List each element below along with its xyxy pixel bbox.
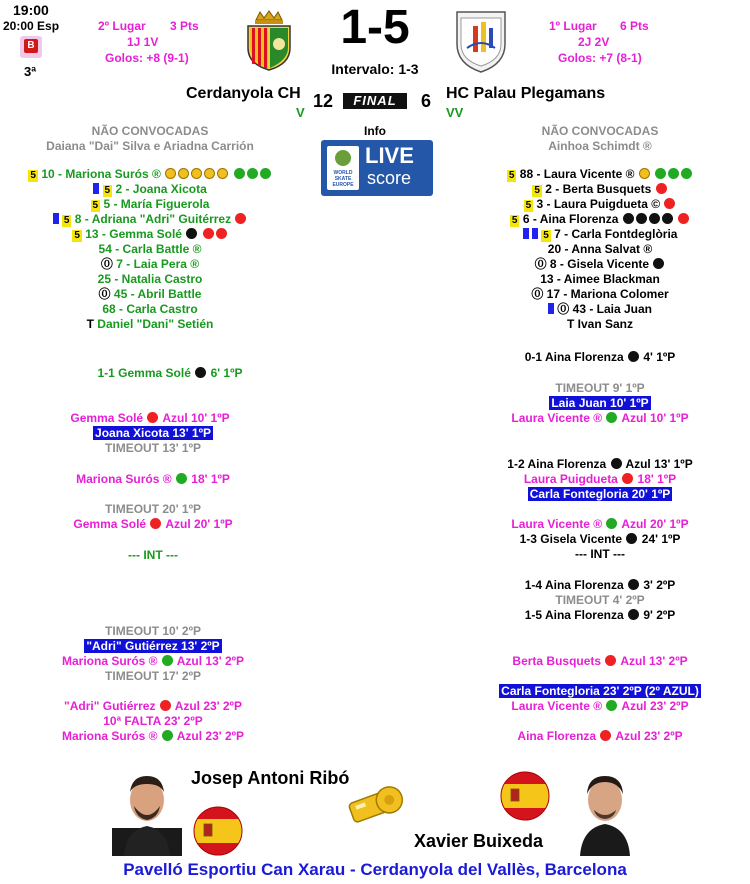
home-not-called: Daiana "Dai" Silva e Ariadna Carrión xyxy=(46,139,254,153)
referee1-name: Josep Antoni Ribó xyxy=(191,768,350,788)
home-fouls: 12 xyxy=(313,91,334,111)
home-event: "Adri" Gutiérrez Azul 23' 2ºP xyxy=(64,699,242,713)
away-event: 1-3 Gisela Vicente 24' 1ºP xyxy=(519,532,681,546)
away-event: 0-1 Aina Florenza 4' 1ºP xyxy=(524,350,676,364)
away-event: 1-4 Aina Florenza 3' 2ºP xyxy=(524,578,676,592)
away-team-name[interactable]: HC Palau Plegamans xyxy=(446,85,606,102)
home-event: Mariona Surós ® Azul 23' 2ºP xyxy=(61,729,245,743)
away-event: Laura Vicente ® Azul 10' 1ºP xyxy=(511,411,689,425)
roster-item[interactable]: ⓪ 43 - Laia Juan xyxy=(450,302,750,317)
interval-score: Intervalo: 1-3 xyxy=(331,61,419,77)
roster-item[interactable]: 20 - Anna Salvat ® xyxy=(547,242,653,256)
match-time: 19:00 xyxy=(13,2,49,18)
home-position: 2º Lugar xyxy=(98,19,146,33)
away-points: 6 Pts xyxy=(620,19,649,33)
channel-icon: B xyxy=(20,36,42,58)
referee2-photo xyxy=(570,768,640,856)
away-not-called: Ainhoa Schimdt ® xyxy=(548,139,652,153)
home-form: V xyxy=(296,105,305,120)
away-event: Carla Fontegloria 23' 2ºP (2º AZUL) xyxy=(501,684,699,698)
roster-item[interactable]: ⓪ 17 - Mariona Colomer xyxy=(531,287,669,301)
away-event: 1-2 Aina Florenza Azul 13' 1ºP xyxy=(507,457,693,471)
roster-item[interactable]: 54 - Carla Battle ® xyxy=(98,242,202,256)
roster-item[interactable]: 5 3 - Laura Puigdueta © xyxy=(450,197,750,212)
home-event: Gemma Solé Azul 20' 1ºP xyxy=(73,517,233,531)
final-badge: FINAL xyxy=(343,93,407,109)
roster-item[interactable]: 5 10 - Mariona Surós ® xyxy=(0,167,300,182)
home-event: TIMEOUT 20' 1ºP xyxy=(105,502,201,516)
away-event: 1-5 Aina Florenza 9' 2ºP xyxy=(524,608,676,622)
home-event: 10ª FALTA 23' 2ºP xyxy=(103,714,203,728)
live-label: LIVE xyxy=(365,143,414,168)
score-label: score xyxy=(367,168,412,188)
home-not-called-title: NÃO CONVOCADAS xyxy=(91,124,209,138)
away-event: Carla Fontegloria 20' 1ºP xyxy=(529,487,671,501)
home-points: 3 Pts xyxy=(170,19,199,33)
away-event: TIMEOUT 4' 2ºP xyxy=(555,593,645,607)
home-event: TIMEOUT 17' 2ºP xyxy=(105,669,201,683)
world-skate-label: WORLD SKATE EUROPE xyxy=(332,170,354,188)
away-not-called-title: NÃO CONVOCADAS xyxy=(541,124,659,138)
away-goals: Golos: +7 (8-1) xyxy=(558,51,642,65)
home-crest-icon[interactable] xyxy=(244,10,294,70)
away-roster xyxy=(450,167,750,332)
roster-item[interactable]: 5 5 - María Figuerola xyxy=(92,197,210,211)
referee2-name: Xavier Buixeda xyxy=(414,831,544,851)
round-label: 3ª xyxy=(24,64,37,79)
roster-item[interactable]: 5 2 - Berta Busquets xyxy=(450,182,750,197)
away-event: Laura Vicente ® Azul 23' 2ºP xyxy=(511,699,689,713)
away-crest-icon[interactable] xyxy=(453,8,509,74)
home-event: TIMEOUT 13' 1ºP xyxy=(105,441,201,455)
away-event: Aina Florenza Azul 23' 2ºP xyxy=(517,729,683,743)
whistle-icon xyxy=(342,780,414,828)
roster-item[interactable]: 13 - Aimee Blackman xyxy=(540,272,660,286)
away-event: Laura Vicente ® Azul 20' 1ºP xyxy=(511,517,689,531)
roster-item[interactable]: ⓪ 7 - Laia Pera ® xyxy=(100,257,200,271)
roster-item[interactable]: 5 2 - Joana Xicota xyxy=(0,182,300,197)
home-event: "Adri" Gutiérrez 13' 2ºP xyxy=(86,639,220,653)
live-score-button[interactable] xyxy=(321,140,433,196)
referee1-photo xyxy=(112,768,182,856)
home-roster xyxy=(0,167,300,332)
roster-item[interactable]: ⓪ 8 - Gisela Vicente xyxy=(450,257,750,272)
home-goals: Golos: +8 (9-1) xyxy=(105,51,189,65)
roster-item[interactable]: 25 - Natalia Castro xyxy=(97,272,203,286)
home-event: 1-1 Gemma Solé 6' 1ºP xyxy=(97,366,243,380)
roster-item[interactable]: ⓪ 45 - Abril Battle xyxy=(98,287,202,301)
away-event: Berta Busquets Azul 13' 2ºP xyxy=(512,654,688,668)
spain-flag-icon xyxy=(192,805,244,857)
roster-item[interactable]: 5 8 - Adriana "Adri" Guitérrez xyxy=(0,212,300,227)
roster-item[interactable]: 5 88 - Laura Vicente ® xyxy=(450,167,750,182)
roster-item[interactable]: T Daniel "Dani" Setién xyxy=(86,317,214,331)
info-link[interactable]: Info xyxy=(364,124,386,138)
away-interval: --- INT --- xyxy=(575,547,625,561)
match-score: 1-5 xyxy=(340,1,410,54)
home-event: Joana Xicota 13' 1ºP xyxy=(95,426,211,440)
away-event: TIMEOUT 9' 1ºP xyxy=(555,381,645,395)
away-fouls: 6 xyxy=(421,91,432,111)
match-time-spain: 20:00 Esp xyxy=(3,19,60,33)
away-event: Laia Juan 10' 1ºP xyxy=(551,396,649,410)
away-record: 2J 2V xyxy=(578,35,610,49)
home-interval: --- INT --- xyxy=(128,548,178,562)
away-position: 1º Lugar xyxy=(549,19,597,33)
roster-item[interactable]: 5 7 - Carla Fontdeglòria xyxy=(450,227,750,242)
home-event: Mariona Surós ® Azul 13' 2ºP xyxy=(61,654,245,668)
away-event: Laura Puigdueta 18' 1ºP xyxy=(523,472,677,486)
venue-label[interactable]: Pavelló Esportiu Can Xarau - Cerdanyola del Vallès, Barcelona xyxy=(123,860,627,879)
home-event: TIMEOUT 10' 2ºP xyxy=(105,624,201,638)
home-event: Gemma Solé Azul 10' 1ºP xyxy=(70,411,230,425)
home-team-name[interactable]: Cerdanyola CH xyxy=(186,85,301,102)
home-record: 1J 1V xyxy=(127,35,159,49)
spain-flag-icon xyxy=(499,770,551,822)
away-form: VV xyxy=(446,105,464,120)
roster-item[interactable]: 5 13 - Gemma Solé xyxy=(0,227,300,242)
roster-item[interactable]: 68 - Carla Castro xyxy=(102,302,198,316)
roster-item[interactable]: T Ivan Sanz xyxy=(566,317,634,331)
roster-item[interactable]: 5 6 - Aina Florenza xyxy=(450,212,750,227)
home-event: Mariona Surós ® 18' 1ºP xyxy=(76,472,230,486)
